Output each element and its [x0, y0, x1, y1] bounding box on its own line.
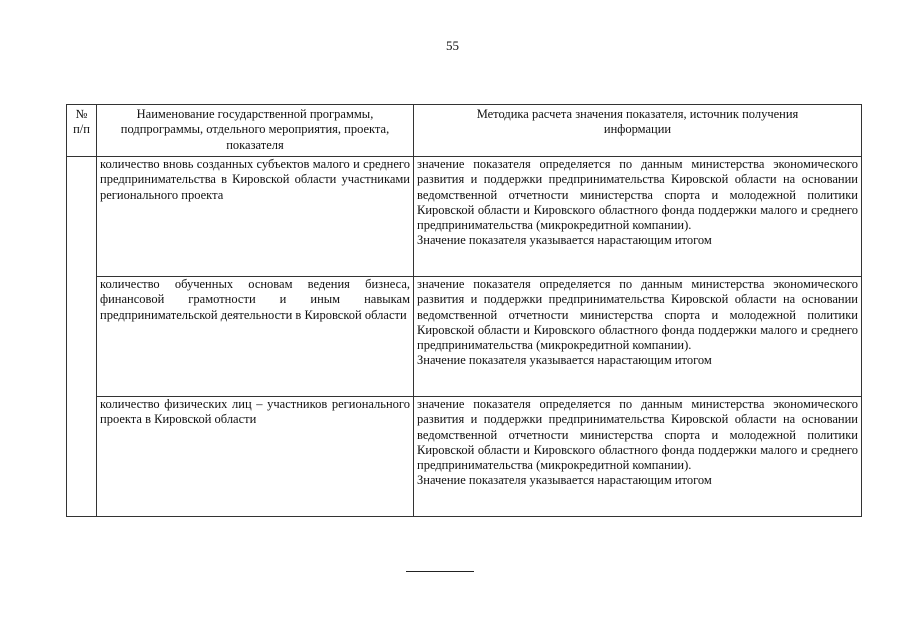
indicator-name: количество обученных основам ведения бизнеса, финансовой грамотности и иным навыкам предпринимательской деятельности в Кировской области — [100, 277, 410, 322]
method-cell — [414, 397, 862, 517]
page-number: 55 — [446, 38, 459, 53]
method-note: Значение показателя указывается нарастающим итогом — [417, 233, 712, 248]
table-header-row — [67, 105, 862, 157]
indicator-name-cell — [97, 397, 414, 517]
indicator-name: количество физических лиц – участников регионального проекта в Кировской области — [100, 397, 410, 427]
method-text: значение показателя определяется по данным министерства экономического развития и поддержки предпринимательства Кировской области на основании ведомственной отчетности министерства спорта и молодежной политики Кировской области и Кировского областного фонда поддержки малого и среднего предпринимательства (микрокредитной компании). — [417, 397, 858, 473]
indicator-methodology-table — [66, 104, 862, 517]
table-row — [67, 157, 862, 277]
method-cell — [414, 157, 862, 277]
method-cell — [414, 277, 862, 397]
header-method: Методика расчета значения показателя, источник получения информации — [414, 105, 862, 157]
indicator-name: количество вновь созданных субъектов малого и среднего предпринимательства в Кировской области участниками регионального проекта — [100, 157, 410, 202]
footer-rule — [406, 571, 474, 572]
method-text: значение показателя определяется по данным министерства экономического развития и поддержки предпринимательства Кировской области на основании ведомственной отчетности министерства спорта и молодежной политики Кировской области и Кировского областного фонда поддержки малого и среднего предпринимательства (микрокредитной компании). — [417, 277, 858, 353]
indicator-name-cell — [97, 277, 414, 397]
header-number: № п/п — [67, 105, 97, 157]
indicator-name-cell — [97, 157, 414, 277]
header-name: Наименование государственной программы, подпрограммы, отдельного мероприятия, проекта, показателя — [97, 105, 414, 157]
method-note: Значение показателя указывается нарастающим итогом — [417, 353, 712, 368]
table-row — [67, 397, 862, 517]
table-row — [67, 277, 862, 397]
method-text: значение показателя определяется по данным министерства экономического развития и поддержки предпринимательства Кировской области на основании ведомственной отчетности министерства спорта и молодежной политики Кировской области и Кировского областного фонда поддержки малого и среднего предпринимательства (микрокредитной компании). — [417, 157, 858, 233]
row-number-cell — [67, 157, 97, 517]
method-note: Значение показателя указывается нарастающим итогом — [417, 473, 712, 488]
